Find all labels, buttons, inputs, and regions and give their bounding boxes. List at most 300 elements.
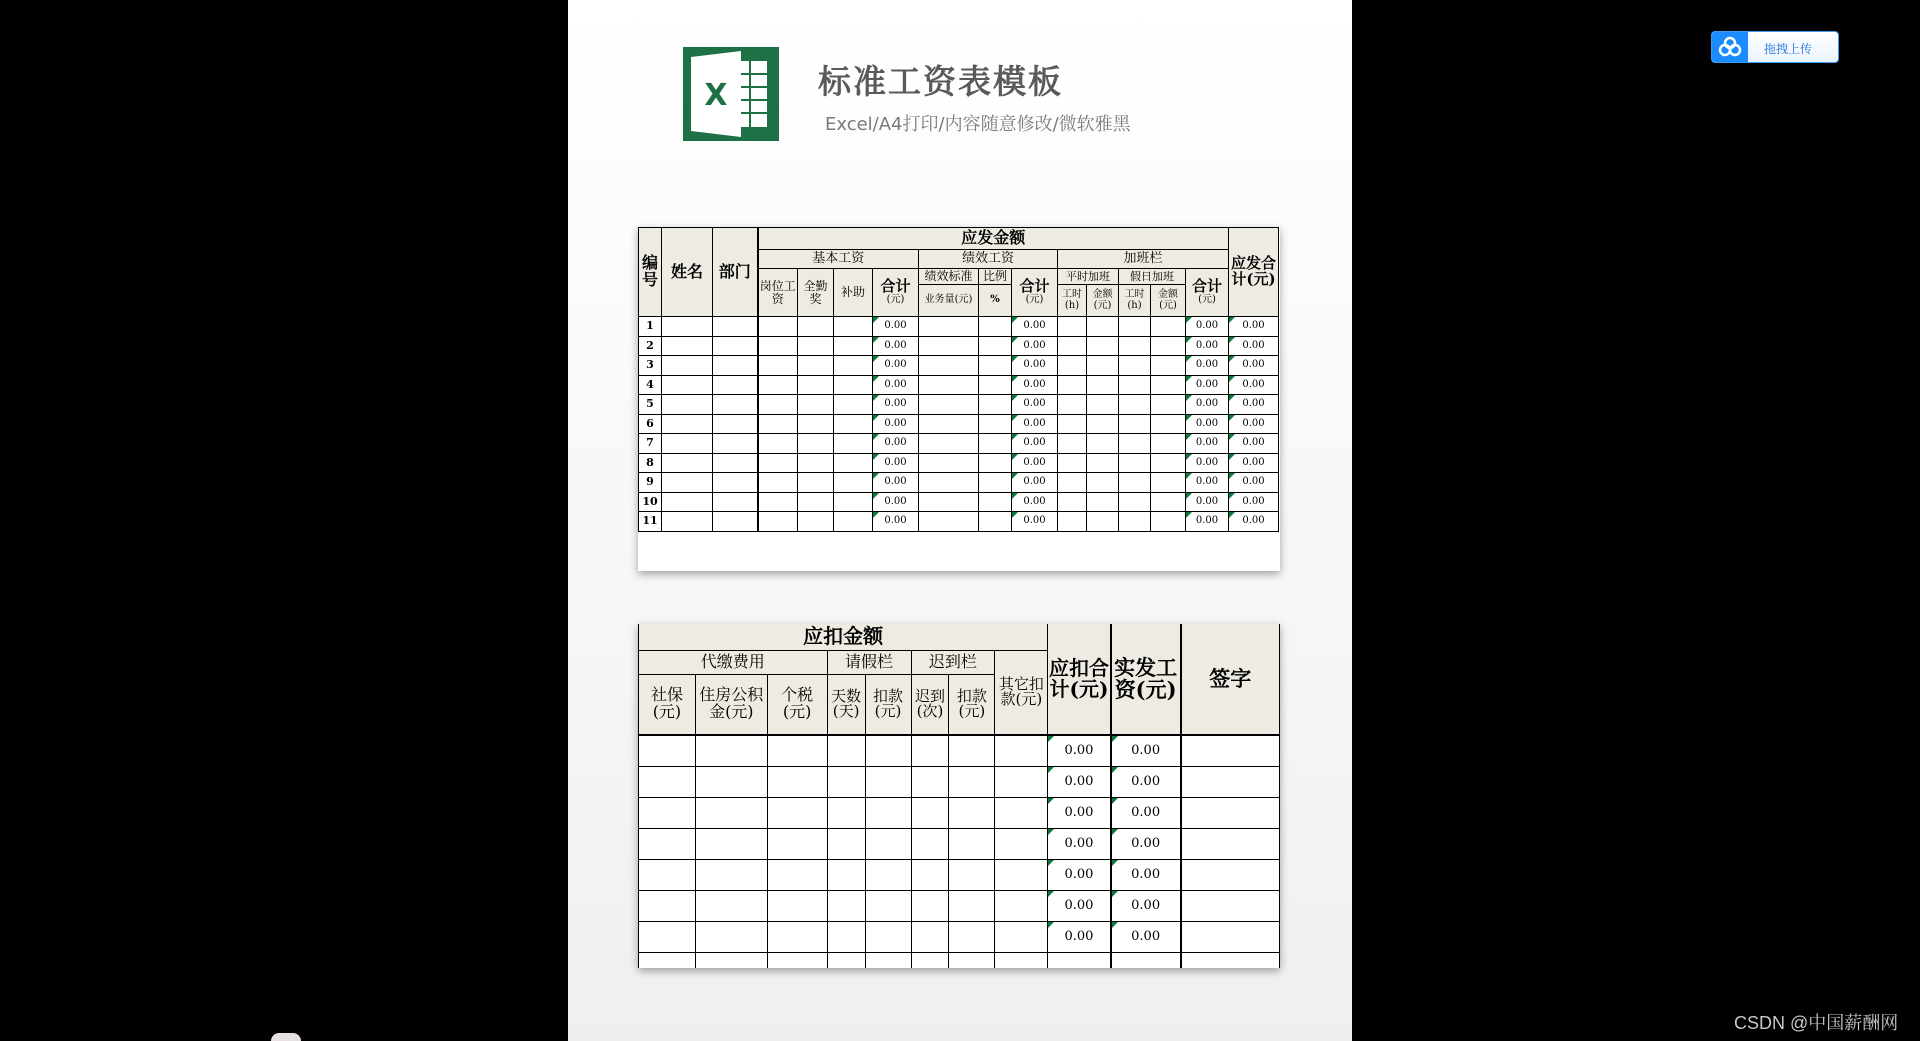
amount-cell[interactable]: 0.00 [873, 356, 919, 376]
deduction-sheet-preview [638, 624, 1280, 968]
row-id-cell[interactable]: 11 [639, 512, 662, 532]
amount-cell[interactable]: 0.00 [1229, 375, 1279, 395]
data-cell[interactable] [1087, 336, 1119, 356]
col-header-holiday-hours: 工时(h) [1119, 285, 1151, 317]
data-cell[interactable] [695, 735, 767, 766]
data-cell[interactable] [1058, 375, 1087, 395]
data-cell[interactable] [919, 453, 979, 473]
data-cell[interactable] [865, 859, 911, 890]
data-cell[interactable] [758, 317, 798, 337]
data-cell[interactable] [1151, 356, 1186, 376]
data-cell[interactable] [979, 473, 1012, 493]
data-cell[interactable] [1181, 766, 1280, 797]
amount-cell[interactable]: 0.00 [1012, 512, 1058, 532]
data-cell[interactable] [798, 473, 834, 493]
amount-cell[interactable]: 0.00 [1186, 512, 1229, 532]
amount-cell[interactable]: 0.00 [1186, 336, 1229, 356]
data-cell[interactable] [834, 453, 873, 473]
data-cell[interactable] [1087, 414, 1119, 434]
amount-cell[interactable]: 0.00 [873, 492, 919, 512]
data-cell[interactable] [1151, 395, 1186, 415]
amount-cell[interactable]: 0.00 [1012, 414, 1058, 434]
data-cell[interactable] [827, 828, 865, 859]
data-cell[interactable] [695, 828, 767, 859]
data-cell[interactable] [865, 766, 911, 797]
data-cell[interactable] [758, 356, 798, 376]
data-cell[interactable] [1058, 336, 1087, 356]
data-cell[interactable] [767, 859, 827, 890]
data-cell[interactable] [639, 828, 696, 859]
data-cell[interactable] [919, 356, 979, 376]
amount-cell[interactable]: 0.00 [873, 317, 919, 337]
table-row [639, 952, 1280, 968]
col-header-weekday-amount: 金额(元) [1087, 285, 1119, 317]
data-cell[interactable] [713, 492, 758, 512]
table-row [639, 492, 1279, 512]
col-header-attendance-bonus: 全勤奖 [798, 269, 834, 317]
amount-cell[interactable]: 0.00 [1048, 890, 1111, 921]
data-cell[interactable] [695, 890, 767, 921]
table-row [639, 859, 1280, 890]
amount-cell[interactable]: 0.00 [1012, 492, 1058, 512]
data-cell[interactable] [911, 859, 949, 890]
amount-cell[interactable]: 0.00 [1186, 453, 1229, 473]
data-cell[interactable] [767, 766, 827, 797]
data-cell[interactable] [798, 492, 834, 512]
data-cell[interactable] [911, 766, 949, 797]
data-cell[interactable] [949, 797, 995, 828]
amount-cell[interactable]: 0.00 [1111, 766, 1181, 797]
data-cell[interactable] [639, 797, 696, 828]
data-cell[interactable] [798, 453, 834, 473]
data-cell[interactable] [695, 766, 767, 797]
data-cell[interactable] [995, 828, 1048, 859]
amount-cell[interactable]: 0.00 [1229, 336, 1279, 356]
data-cell[interactable] [1151, 492, 1186, 512]
amount-cell[interactable]: 0.00 [1111, 890, 1181, 921]
amount-cell[interactable]: 0.00 [1012, 395, 1058, 415]
row-id-cell[interactable]: 9 [639, 473, 662, 493]
amount-cell[interactable]: 0.00 [1229, 453, 1279, 473]
data-cell[interactable] [827, 921, 865, 952]
data-cell[interactable] [919, 492, 979, 512]
data-cell[interactable] [1119, 336, 1151, 356]
data-cell[interactable] [639, 921, 696, 952]
decorative-mark [271, 1033, 301, 1041]
amount-cell[interactable]: 0.00 [1186, 473, 1229, 493]
data-cell[interactable] [1119, 453, 1151, 473]
amount-cell[interactable]: 0.00 [1012, 356, 1058, 376]
data-cell[interactable] [1151, 434, 1186, 454]
data-cell[interactable] [1151, 414, 1186, 434]
data-cell[interactable] [834, 492, 873, 512]
data-cell[interactable] [767, 952, 827, 968]
data-cell[interactable] [827, 952, 865, 968]
amount-cell[interactable]: 0.00 [873, 512, 919, 532]
data-cell[interactable] [979, 492, 1012, 512]
data-cell[interactable] [1181, 952, 1280, 968]
col-header-social-insurance: 社保(元) [639, 674, 696, 735]
data-cell[interactable] [979, 414, 1012, 434]
data-cell[interactable] [1181, 890, 1280, 921]
col-header-ratio: 比例 [979, 269, 1012, 285]
data-cell[interactable] [662, 492, 713, 512]
data-cell[interactable] [1087, 434, 1119, 454]
data-cell[interactable] [758, 434, 798, 454]
data-cell[interactable] [662, 317, 713, 337]
amount-cell[interactable]: 0.00 [1229, 414, 1279, 434]
data-cell[interactable] [865, 828, 911, 859]
data-cell[interactable] [827, 735, 865, 766]
amount-cell[interactable]: 0.00 [1012, 473, 1058, 493]
amount-cell[interactable]: 0.00 [1111, 797, 1181, 828]
data-cell[interactable] [1048, 952, 1111, 968]
data-cell[interactable] [865, 921, 911, 952]
amount-cell[interactable]: 0.00 [1229, 473, 1279, 493]
data-cell[interactable] [995, 921, 1048, 952]
data-cell[interactable] [949, 921, 995, 952]
document-preview-page [568, 0, 1352, 1041]
amount-cell[interactable]: 0.00 [1012, 336, 1058, 356]
data-cell[interactable] [758, 492, 798, 512]
data-cell[interactable] [758, 414, 798, 434]
data-cell[interactable] [1058, 473, 1087, 493]
data-cell[interactable] [827, 766, 865, 797]
data-cell[interactable] [798, 356, 834, 376]
data-cell[interactable] [1181, 828, 1280, 859]
data-cell[interactable] [1119, 414, 1151, 434]
data-cell[interactable] [949, 890, 995, 921]
data-cell[interactable] [758, 473, 798, 493]
data-cell[interactable] [1151, 473, 1186, 493]
amount-cell[interactable]: 0.00 [1012, 375, 1058, 395]
data-cell[interactable] [979, 395, 1012, 415]
data-cell[interactable] [1151, 375, 1186, 395]
data-cell[interactable] [713, 375, 758, 395]
data-cell[interactable] [1058, 453, 1087, 473]
data-cell[interactable] [919, 512, 979, 532]
amount-cell[interactable]: 0.00 [1229, 434, 1279, 454]
amount-cell[interactable]: 0.00 [1111, 859, 1181, 890]
data-cell[interactable] [713, 473, 758, 493]
amount-cell[interactable]: 0.00 [1229, 492, 1279, 512]
data-cell[interactable] [979, 317, 1012, 337]
data-cell[interactable] [911, 735, 949, 766]
amount-cell[interactable]: 0.00 [1186, 414, 1229, 434]
data-cell[interactable] [798, 395, 834, 415]
data-cell[interactable] [834, 336, 873, 356]
data-cell[interactable] [662, 453, 713, 473]
data-cell[interactable] [919, 414, 979, 434]
data-cell[interactable] [919, 336, 979, 356]
data-cell[interactable] [713, 336, 758, 356]
data-cell[interactable] [1119, 492, 1151, 512]
data-cell[interactable] [713, 414, 758, 434]
data-cell[interactable] [1058, 434, 1087, 454]
amount-cell[interactable]: 0.00 [1229, 512, 1279, 532]
data-cell[interactable] [979, 356, 1012, 376]
data-cell[interactable] [639, 890, 696, 921]
data-cell[interactable] [1087, 375, 1119, 395]
data-cell[interactable] [1087, 395, 1119, 415]
row-id-cell[interactable]: 6 [639, 414, 662, 434]
data-cell[interactable] [979, 336, 1012, 356]
data-cell[interactable] [949, 859, 995, 890]
data-cell[interactable] [1087, 473, 1119, 493]
amount-cell[interactable]: 0.00 [1229, 395, 1279, 415]
amount-cell[interactable]: 0.00 [873, 434, 919, 454]
data-cell[interactable] [713, 453, 758, 473]
page-subtitle: Excel/A4打印/内容随意修改/微软雅黑 [825, 114, 1131, 135]
upload-button[interactable] [1711, 31, 1839, 63]
data-cell[interactable] [827, 797, 865, 828]
data-cell[interactable] [1119, 317, 1151, 337]
data-cell[interactable] [1119, 512, 1151, 532]
data-cell[interactable] [911, 890, 949, 921]
data-cell[interactable] [662, 434, 713, 454]
data-cell[interactable] [758, 453, 798, 473]
data-cell[interactable] [1181, 859, 1280, 890]
data-cell[interactable] [834, 395, 873, 415]
data-cell[interactable] [865, 890, 911, 921]
data-cell[interactable] [949, 952, 995, 968]
data-cell[interactable] [662, 414, 713, 434]
amount-cell[interactable]: 0.00 [1048, 797, 1111, 828]
data-cell[interactable] [767, 921, 827, 952]
data-cell[interactable] [834, 317, 873, 337]
data-cell[interactable] [911, 921, 949, 952]
amount-cell[interactable]: 0.00 [1012, 453, 1058, 473]
data-cell[interactable] [995, 952, 1048, 968]
data-cell[interactable] [713, 512, 758, 532]
amount-cell[interactable]: 0.00 [1186, 395, 1229, 415]
amount-cell[interactable]: 0.00 [1048, 859, 1111, 890]
data-cell[interactable] [1087, 453, 1119, 473]
amount-cell[interactable]: 0.00 [1048, 766, 1111, 797]
data-cell[interactable] [911, 797, 949, 828]
data-cell[interactable] [758, 512, 798, 532]
data-cell[interactable] [713, 356, 758, 376]
table-row [639, 375, 1279, 395]
col-header-perf-subtotal [1012, 269, 1058, 317]
amount-cell[interactable]: 0.00 [1186, 317, 1229, 337]
data-cell[interactable] [1111, 952, 1181, 968]
data-cell[interactable] [979, 375, 1012, 395]
row-id-cell[interactable]: 2 [639, 336, 662, 356]
table-row [639, 453, 1279, 473]
data-cell[interactable] [1058, 395, 1087, 415]
data-cell[interactable] [995, 890, 1048, 921]
data-cell[interactable] [1151, 336, 1186, 356]
amount-cell[interactable]: 0.00 [1048, 921, 1111, 952]
data-cell[interactable] [834, 434, 873, 454]
amount-cell[interactable]: 0.00 [873, 453, 919, 473]
row-id-cell[interactable]: 1 [639, 317, 662, 337]
amount-cell[interactable]: 0.00 [873, 395, 919, 415]
amount-cell[interactable]: 0.00 [1111, 735, 1181, 766]
data-cell[interactable] [834, 512, 873, 532]
col-header-gross-total: 应发合计(元) [1229, 228, 1279, 317]
col-header-late-deduct: 扣款(元) [949, 674, 995, 735]
data-cell[interactable] [695, 797, 767, 828]
data-cell[interactable] [919, 395, 979, 415]
data-cell[interactable] [834, 356, 873, 376]
data-cell[interactable] [713, 434, 758, 454]
data-cell[interactable] [662, 336, 713, 356]
data-cell[interactable] [1087, 317, 1119, 337]
excel-icon [683, 47, 779, 141]
data-cell[interactable] [1087, 356, 1119, 376]
data-cell[interactable] [662, 473, 713, 493]
data-cell[interactable] [949, 735, 995, 766]
table-row [639, 473, 1279, 493]
data-cell[interactable] [949, 828, 995, 859]
data-cell[interactable] [1119, 356, 1151, 376]
data-cell[interactable] [662, 395, 713, 415]
table-row [639, 797, 1280, 828]
data-cell[interactable] [995, 797, 1048, 828]
data-cell[interactable] [1119, 473, 1151, 493]
data-cell[interactable] [995, 859, 1048, 890]
amount-cell[interactable]: 0.00 [1111, 921, 1181, 952]
data-cell[interactable] [798, 414, 834, 434]
data-cell[interactable] [911, 952, 949, 968]
data-cell[interactable] [1058, 492, 1087, 512]
data-cell[interactable] [919, 473, 979, 493]
amount-cell[interactable]: 0.00 [1186, 356, 1229, 376]
data-cell[interactable] [919, 375, 979, 395]
data-cell[interactable] [1058, 356, 1087, 376]
row-id-cell[interactable]: 5 [639, 395, 662, 415]
row-id-cell[interactable]: 10 [639, 492, 662, 512]
data-cell[interactable] [1181, 735, 1280, 766]
amount-cell[interactable]: 0.00 [1048, 828, 1111, 859]
data-cell[interactable] [767, 890, 827, 921]
data-cell[interactable] [662, 512, 713, 532]
row-id-cell[interactable]: 3 [639, 356, 662, 376]
data-cell[interactable] [713, 395, 758, 415]
watermark: CSDN @中国薪酬网 [1734, 1013, 1899, 1033]
amount-cell[interactable]: 0.00 [873, 473, 919, 493]
col-header-id: 编号 [639, 228, 662, 317]
col-header-other-deduction: 其它扣款(元) [995, 650, 1048, 735]
data-cell[interactable] [827, 859, 865, 890]
data-cell[interactable] [1087, 512, 1119, 532]
data-cell[interactable] [1119, 375, 1151, 395]
data-cell[interactable] [713, 317, 758, 337]
data-cell[interactable] [662, 375, 713, 395]
data-cell[interactable] [758, 375, 798, 395]
gross-pay-sheet-preview [638, 227, 1280, 571]
data-cell[interactable] [1119, 395, 1151, 415]
unit-label: (元) [886, 294, 905, 306]
data-cell[interactable] [865, 797, 911, 828]
amount-cell[interactable]: 0.00 [873, 336, 919, 356]
data-cell[interactable] [1181, 797, 1280, 828]
col-header-percent: % [979, 285, 1012, 317]
col-header-weekday-hours: 工时(h) [1058, 285, 1087, 317]
gross-pay-table [638, 227, 1279, 532]
amount-cell[interactable]: 0.00 [1186, 434, 1229, 454]
data-cell[interactable] [949, 766, 995, 797]
amount-cell[interactable]: 0.00 [1048, 735, 1111, 766]
data-cell[interactable] [767, 797, 827, 828]
col-header-signature: 签字 [1181, 624, 1280, 735]
data-cell[interactable] [1151, 453, 1186, 473]
data-cell[interactable] [834, 375, 873, 395]
data-cell[interactable] [767, 828, 827, 859]
data-cell[interactable] [758, 336, 798, 356]
data-cell[interactable] [1087, 492, 1119, 512]
data-cell[interactable] [758, 395, 798, 415]
data-cell[interactable] [919, 317, 979, 337]
data-cell[interactable] [1058, 317, 1087, 337]
amount-cell[interactable]: 0.00 [1229, 317, 1279, 337]
svg-text:X: X [704, 78, 728, 113]
data-cell[interactable] [834, 414, 873, 434]
data-cell[interactable] [798, 512, 834, 532]
data-cell[interactable] [995, 766, 1048, 797]
amount-cell[interactable]: 0.00 [1012, 434, 1058, 454]
data-cell[interactable] [979, 434, 1012, 454]
data-cell[interactable] [995, 735, 1048, 766]
row-id-cell[interactable]: 8 [639, 453, 662, 473]
data-cell[interactable] [919, 434, 979, 454]
amount-cell[interactable]: 0.00 [1229, 356, 1279, 376]
data-cell[interactable] [695, 952, 767, 968]
data-cell[interactable] [1058, 414, 1087, 434]
data-cell[interactable] [1151, 512, 1186, 532]
amount-cell[interactable]: 0.00 [873, 375, 919, 395]
data-cell[interactable] [865, 735, 911, 766]
data-cell[interactable] [798, 336, 834, 356]
col-header-net-pay: 实发工资(元) [1111, 624, 1181, 735]
data-cell[interactable] [1058, 512, 1087, 532]
data-cell[interactable] [827, 890, 865, 921]
data-cell[interactable] [798, 434, 834, 454]
data-cell[interactable] [695, 921, 767, 952]
amount-cell[interactable]: 0.00 [1012, 317, 1058, 337]
subtotal-label: 合计 [880, 277, 911, 296]
data-cell[interactable] [767, 735, 827, 766]
data-cell[interactable] [979, 453, 1012, 473]
data-cell[interactable] [865, 952, 911, 968]
data-cell[interactable] [911, 828, 949, 859]
data-cell[interactable] [798, 317, 834, 337]
data-cell[interactable] [834, 473, 873, 493]
data-cell[interactable] [798, 375, 834, 395]
col-header-late-times: 迟到(次) [911, 674, 949, 735]
data-cell[interactable] [979, 512, 1012, 532]
row-id-cell[interactable]: 7 [639, 434, 662, 454]
amount-cell[interactable]: 0.00 [873, 414, 919, 434]
amount-cell[interactable]: 0.00 [1186, 492, 1229, 512]
amount-cell[interactable]: 0.00 [1111, 828, 1181, 859]
data-cell[interactable] [639, 735, 696, 766]
data-cell[interactable] [662, 356, 713, 376]
group-header-perf-wage: 绩效工资 [919, 250, 1058, 269]
data-cell[interactable] [1181, 921, 1280, 952]
amount-cell[interactable]: 0.00 [1186, 375, 1229, 395]
data-cell[interactable] [639, 859, 696, 890]
col-header-holiday-ot: 假日加班 [1119, 269, 1186, 285]
row-id-cell[interactable]: 4 [639, 375, 662, 395]
data-cell[interactable] [639, 952, 696, 968]
data-cell[interactable] [1151, 317, 1186, 337]
data-cell[interactable] [695, 859, 767, 890]
data-cell[interactable] [1119, 434, 1151, 454]
data-cell[interactable] [639, 766, 696, 797]
